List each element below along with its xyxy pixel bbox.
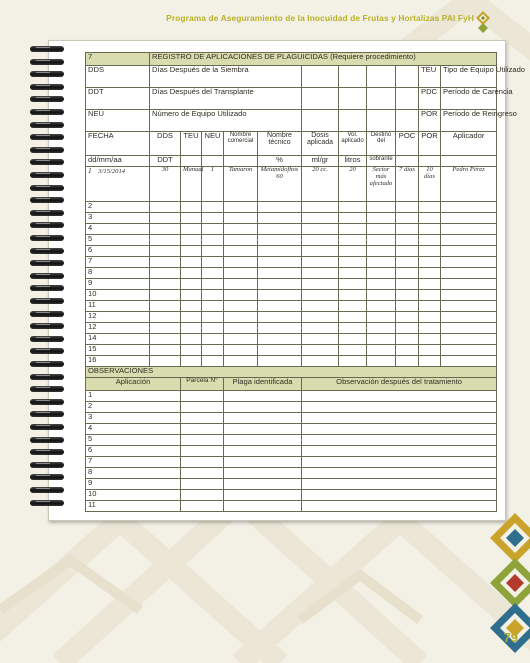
- table-row: [86, 224, 497, 235]
- obs-col-parcela: Parcela N°: [181, 378, 224, 391]
- spiral-ring: [30, 159, 64, 165]
- spiral-ring: [30, 311, 64, 317]
- spiral-ring: [30, 235, 64, 241]
- row-number: 7: [86, 457, 181, 468]
- spiral-ring: [30, 500, 64, 506]
- spiral-ring: [30, 248, 64, 254]
- table-row: [86, 312, 497, 323]
- register-blank-rows: [86, 202, 497, 367]
- spiral-ring: [30, 210, 64, 216]
- legend-code: DDT: [86, 88, 150, 110]
- table-row: [86, 345, 497, 356]
- row-number: 10: [86, 490, 181, 501]
- row-number: 3: [86, 213, 150, 224]
- table-row: [86, 268, 497, 279]
- col-nombre-comercial: Nombre comercial: [224, 132, 258, 156]
- spiral-ring: [30, 462, 64, 468]
- legend-code: PDC: [419, 88, 441, 110]
- legend-row: [86, 66, 497, 88]
- row-number: 7: [86, 257, 150, 268]
- spiral-ring: [30, 374, 64, 380]
- program-header-title: Programa de Aseguramiento de la Inocuidad de Frutas y Hortalizas PAI FyH: [166, 13, 474, 23]
- table-row: [86, 391, 497, 402]
- section-number: 7: [86, 53, 150, 66]
- spiral-ring: [30, 197, 64, 203]
- table-row: [86, 501, 497, 512]
- row-number: 11: [86, 501, 181, 512]
- spiral-ring: [30, 399, 64, 405]
- row-number: 11: [86, 301, 150, 312]
- row-number: 1: [86, 391, 181, 402]
- row-number: 5: [86, 435, 181, 446]
- observaciones-title: OBSERVACIONES: [86, 367, 497, 378]
- entry-neu: 1: [202, 167, 224, 202]
- col-dds: DDS: [150, 132, 181, 156]
- table-row: [86, 356, 497, 367]
- entry-poc: 7 días: [396, 167, 419, 202]
- entry-nombre-tecnico: Metamidofhos 60: [258, 167, 302, 202]
- row-number: 9: [86, 479, 181, 490]
- entry-dds: 30: [150, 167, 181, 202]
- diamond-ornament-icon: [476, 11, 490, 33]
- row-number: 1: [88, 166, 92, 175]
- entry-nombre-comercial: Tamaron: [224, 167, 258, 202]
- unit-dosis: ml/gr: [302, 156, 339, 167]
- legend-meaning: Período de Carencia: [441, 88, 497, 110]
- obs-col-plaga: Plaga identificada: [224, 378, 302, 391]
- spiral-ring: [30, 109, 64, 115]
- col-vol: Vol. aplicado: [339, 132, 367, 156]
- entry-dosis: 20 cc.: [302, 167, 339, 202]
- table-row: [86, 424, 497, 435]
- entry-destino: Sector más afectado: [367, 167, 396, 202]
- legend-meaning: Período de Reingreso: [441, 110, 497, 132]
- row-number: 8: [86, 468, 181, 479]
- legend-row: [86, 88, 497, 110]
- spiral-ring: [30, 122, 64, 128]
- spiral-ring: [30, 474, 64, 480]
- spiral-ring: [30, 96, 64, 102]
- legend-code: POR: [419, 110, 441, 132]
- table-row: [86, 323, 497, 334]
- obs-col-aplicacion: Aplicación: [86, 378, 181, 391]
- col-poc: POC: [396, 132, 419, 156]
- spiral-ring: [30, 172, 64, 178]
- spiral-ring: [30, 323, 64, 329]
- row-number: 12: [86, 323, 150, 334]
- row-number: 14: [86, 334, 150, 345]
- spiral-ring: [30, 147, 64, 153]
- table-row: [86, 413, 497, 424]
- row-number: 9: [86, 279, 150, 290]
- table-row: [86, 402, 497, 413]
- table-row: [86, 213, 497, 224]
- row-number: 6: [86, 246, 150, 257]
- spiral-binding: [30, 40, 64, 520]
- table-row: [86, 257, 497, 268]
- table-row: [86, 235, 497, 246]
- col-nombre-tecnico: Nombre técnico: [258, 132, 302, 156]
- table-row: [86, 290, 497, 301]
- spiral-ring: [30, 336, 64, 342]
- observaciones-title-row: [86, 367, 497, 378]
- unit-nombre-tecnico: %: [258, 156, 302, 167]
- spiral-ring: [30, 449, 64, 455]
- entry-teu: Manual: [181, 167, 202, 202]
- spiral-ring: [30, 222, 64, 228]
- table-row: [86, 446, 497, 457]
- unit-fecha: dd/mm/aa: [86, 156, 150, 167]
- register-title-row: [86, 53, 497, 66]
- col-destino: Destino del: [367, 132, 396, 156]
- legend-meaning: Tipo de Equipo Utilizado: [441, 66, 497, 88]
- unit-vol: litros: [339, 156, 367, 167]
- spiral-ring: [30, 424, 64, 430]
- unit-dds: DDT: [150, 156, 181, 167]
- legend-meaning: Días Después del Transplante: [150, 88, 302, 110]
- legend-code: NEU: [86, 110, 150, 132]
- row-number: 10: [86, 290, 150, 301]
- col-dosis: Dosis aplicada: [302, 132, 339, 156]
- table-row: [86, 301, 497, 312]
- row-number: 3: [86, 413, 181, 424]
- spiral-ring: [30, 59, 64, 65]
- observaciones-header-row: [86, 378, 497, 391]
- observaciones-blank-rows: [86, 391, 497, 512]
- spiral-ring: [30, 361, 64, 367]
- unit-destino: sobrante: [367, 156, 396, 167]
- row-number: 4: [86, 224, 150, 235]
- col-por: POR: [419, 132, 441, 156]
- page-number: 79: [503, 630, 518, 645]
- section-title: REGISTRO DE APLICACIONES DE PLAGUICIDAS (Requiere procedimiento): [150, 53, 497, 66]
- spiral-ring: [30, 134, 64, 140]
- spiral-ring: [30, 285, 64, 291]
- column-header-row: [86, 132, 497, 156]
- row-number: 2: [86, 402, 181, 413]
- row-number: 8: [86, 268, 150, 279]
- table-row: [86, 246, 497, 257]
- table-row: [86, 468, 497, 479]
- table-row: [86, 479, 497, 490]
- spiral-ring: [30, 260, 64, 266]
- units-row: [86, 156, 497, 167]
- row-number: 5: [86, 235, 150, 246]
- spiral-ring: [30, 437, 64, 443]
- corner-diamond-ornament-icon: [460, 513, 530, 663]
- col-teu: TEU: [181, 132, 202, 156]
- spiral-ring: [30, 84, 64, 90]
- entry-fecha: 3/15/2014: [98, 168, 126, 175]
- spiral-ring: [30, 298, 64, 304]
- table-row: [86, 334, 497, 345]
- row-number: 2: [86, 202, 150, 213]
- entry-por: 10 días: [419, 167, 441, 202]
- spiral-ring: [30, 273, 64, 279]
- table-row: [86, 279, 497, 290]
- table-row: [86, 457, 497, 468]
- legend-meaning: Días Después de la Siembra: [150, 66, 302, 88]
- spiral-ring: [30, 185, 64, 191]
- row-number: 4: [86, 424, 181, 435]
- table-row: [86, 490, 497, 501]
- row-number: 6: [86, 446, 181, 457]
- row-number: 15: [86, 345, 150, 356]
- col-fecha: FECHA: [86, 132, 150, 156]
- table-row: [86, 202, 497, 213]
- spiral-ring: [30, 487, 64, 493]
- spiral-ring: [30, 46, 64, 52]
- table-row: [86, 435, 497, 446]
- legend-meaning: Número de Equipo Utilizado: [150, 110, 302, 132]
- legend-row: [86, 110, 497, 132]
- spiral-ring: [30, 348, 64, 354]
- entry-vol: 20: [339, 167, 367, 202]
- spiral-ring: [30, 71, 64, 77]
- pesticide-application-register: [85, 52, 526, 512]
- spiral-ring: [30, 386, 64, 392]
- col-neu: NEU: [202, 132, 224, 156]
- row-number: 16: [86, 356, 150, 367]
- entry-aplicador: Pedro Pérez: [441, 167, 497, 202]
- obs-col-observacion: Observación después del tratamiento: [302, 378, 497, 391]
- row-number: 12: [86, 312, 150, 323]
- col-aplicador: Aplicador: [441, 132, 497, 156]
- example-entry-row: [86, 167, 497, 202]
- legend-code: TEU: [419, 66, 441, 88]
- legend-code: DDS: [86, 66, 150, 88]
- spiral-ring: [30, 411, 64, 417]
